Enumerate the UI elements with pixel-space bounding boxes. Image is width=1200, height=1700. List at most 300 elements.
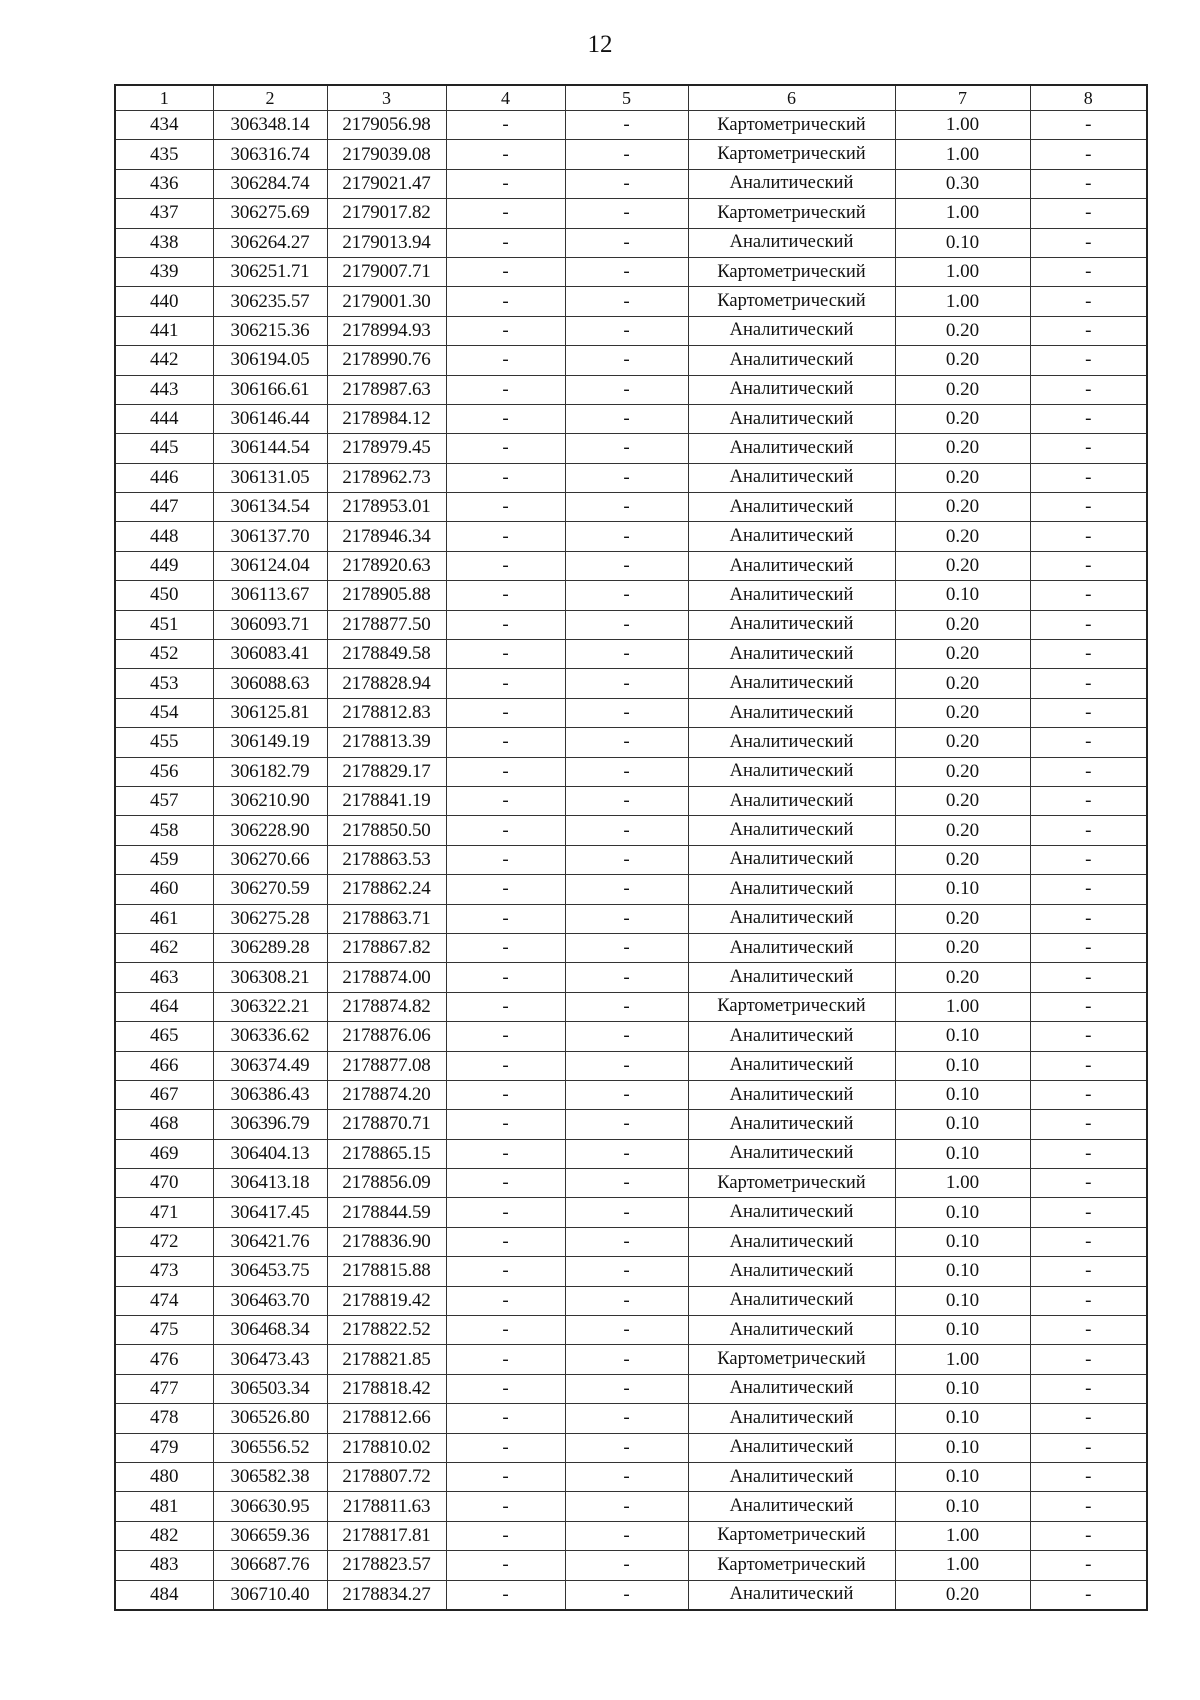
col-5-value-cell: - [565,434,688,463]
point-number-cell: 454 [115,698,213,727]
accuracy-cell: 1.00 [895,140,1030,169]
x-coordinate-cell: 306526.80 [213,1404,327,1433]
y-coordinate-cell: 2178834.27 [327,1580,446,1610]
col-8-value-cell: - [1030,757,1147,786]
accuracy-cell: 0.20 [895,698,1030,727]
col-8-value-cell: - [1030,669,1147,698]
method-cell: Аналитический [688,610,895,639]
accuracy-cell: 1.00 [895,111,1030,140]
table-header [115,85,1147,111]
col-5-value-cell: - [565,1022,688,1051]
col-5-value-cell: - [565,1198,688,1227]
table-row [115,1051,1147,1080]
table-row [115,640,1147,669]
header-cell-6: 6 [688,85,895,111]
x-coordinate-cell: 306275.69 [213,199,327,228]
table-row [115,228,1147,257]
table-row [115,1580,1147,1610]
col-5-value-cell: - [565,1257,688,1286]
col-5-value-cell: - [565,316,688,345]
accuracy-cell: 1.00 [895,287,1030,316]
col-4-value-cell: - [446,1551,565,1580]
accuracy-cell: 0.20 [895,522,1030,551]
point-number-cell: 458 [115,816,213,845]
method-cell: Аналитический [688,1286,895,1315]
x-coordinate-cell: 306473.43 [213,1345,327,1374]
table-row [115,463,1147,492]
point-number-cell: 457 [115,786,213,815]
method-cell: Картометрический [688,140,895,169]
x-coordinate-cell: 306088.63 [213,669,327,698]
method-cell: Аналитический [688,493,895,522]
point-number-cell: 451 [115,610,213,639]
table-row [115,963,1147,992]
point-number-cell: 479 [115,1433,213,1462]
point-number-cell: 481 [115,1492,213,1521]
col-8-value-cell: - [1030,581,1147,610]
col-4-value-cell: - [446,434,565,463]
col-8-value-cell: - [1030,522,1147,551]
method-cell: Аналитический [688,463,895,492]
col-5-value-cell: - [565,1492,688,1521]
point-number-cell: 470 [115,1169,213,1198]
col-8-value-cell: - [1030,375,1147,404]
accuracy-cell: 0.20 [895,551,1030,580]
method-cell: Аналитический [688,669,895,698]
point-number-cell: 460 [115,875,213,904]
col-8-value-cell: - [1030,904,1147,933]
col-8-value-cell: - [1030,1404,1147,1433]
y-coordinate-cell: 2178867.82 [327,933,446,962]
y-coordinate-cell: 2178849.58 [327,640,446,669]
col-4-value-cell: - [446,816,565,845]
table-row [115,728,1147,757]
col-4-value-cell: - [446,728,565,757]
x-coordinate-cell: 306113.67 [213,581,327,610]
col-4-value-cell: - [446,1139,565,1168]
method-cell: Аналитический [688,1433,895,1462]
col-8-value-cell: - [1030,1257,1147,1286]
x-coordinate-cell: 306149.19 [213,728,327,757]
col-4-value-cell: - [446,199,565,228]
header-cell-8: 8 [1030,85,1147,111]
accuracy-cell: 0.20 [895,640,1030,669]
table-row [115,1551,1147,1580]
col-4-value-cell: - [446,228,565,257]
method-cell: Аналитический [688,1022,895,1051]
y-coordinate-cell: 2179017.82 [327,199,446,228]
col-5-value-cell: - [565,933,688,962]
col-8-value-cell: - [1030,816,1147,845]
col-4-value-cell: - [446,875,565,904]
col-5-value-cell: - [565,463,688,492]
y-coordinate-cell: 2179056.98 [327,111,446,140]
table-row [115,1257,1147,1286]
accuracy-cell: 0.10 [895,1110,1030,1139]
accuracy-cell: 0.20 [895,904,1030,933]
x-coordinate-cell: 306453.75 [213,1257,327,1286]
col-5-value-cell: - [565,551,688,580]
x-coordinate-cell: 306463.70 [213,1286,327,1315]
point-number-cell: 473 [115,1257,213,1286]
col-4-value-cell: - [446,1492,565,1521]
point-number-cell: 444 [115,404,213,433]
table-row [115,1345,1147,1374]
col-5-value-cell: - [565,757,688,786]
col-8-value-cell: - [1030,728,1147,757]
col-4-value-cell: - [446,992,565,1021]
table-row [115,1404,1147,1433]
table-row [115,199,1147,228]
table-row [115,610,1147,639]
table-row [115,875,1147,904]
col-8-value-cell: - [1030,493,1147,522]
col-5-value-cell: - [565,816,688,845]
col-8-value-cell: - [1030,1169,1147,1198]
point-number-cell: 447 [115,493,213,522]
y-coordinate-cell: 2178822.52 [327,1316,446,1345]
y-coordinate-cell: 2179021.47 [327,169,446,198]
x-coordinate-cell: 306125.81 [213,698,327,727]
col-4-value-cell: - [446,1110,565,1139]
col-5-value-cell: - [565,1433,688,1462]
x-coordinate-cell: 306235.57 [213,287,327,316]
col-4-value-cell: - [446,845,565,874]
col-4-value-cell: - [446,257,565,286]
col-8-value-cell: - [1030,1316,1147,1345]
col-5-value-cell: - [565,669,688,698]
x-coordinate-cell: 306659.36 [213,1521,327,1550]
y-coordinate-cell: 2178953.01 [327,493,446,522]
point-number-cell: 438 [115,228,213,257]
y-coordinate-cell: 2178810.02 [327,1433,446,1462]
col-5-value-cell: - [565,1139,688,1168]
y-coordinate-cell: 2178821.85 [327,1345,446,1374]
col-8-value-cell: - [1030,1080,1147,1109]
col-8-value-cell: - [1030,698,1147,727]
col-4-value-cell: - [446,933,565,962]
table-row [115,316,1147,345]
accuracy-cell: 0.10 [895,1051,1030,1080]
col-5-value-cell: - [565,1551,688,1580]
header-cell-1: 1 [115,85,213,111]
x-coordinate-cell: 306124.04 [213,551,327,580]
table-row [115,845,1147,874]
y-coordinate-cell: 2178905.88 [327,581,446,610]
col-5-value-cell: - [565,199,688,228]
col-8-value-cell: - [1030,1551,1147,1580]
coordinates-table [114,84,1148,1611]
col-8-value-cell: - [1030,404,1147,433]
method-cell: Картометрический [688,257,895,286]
point-number-cell: 462 [115,933,213,962]
table-row [115,1022,1147,1051]
col-5-value-cell: - [565,1404,688,1433]
y-coordinate-cell: 2178946.34 [327,522,446,551]
y-coordinate-cell: 2179001.30 [327,287,446,316]
col-4-value-cell: - [446,1316,565,1345]
y-coordinate-cell: 2178836.90 [327,1227,446,1256]
col-4-value-cell: - [446,463,565,492]
y-coordinate-cell: 2178818.42 [327,1374,446,1403]
table-row [115,375,1147,404]
col-8-value-cell: - [1030,610,1147,639]
point-number-cell: 442 [115,346,213,375]
table-row [115,1110,1147,1139]
point-number-cell: 478 [115,1404,213,1433]
x-coordinate-cell: 306374.49 [213,1051,327,1080]
col-8-value-cell: - [1030,228,1147,257]
col-8-value-cell: - [1030,1433,1147,1462]
point-number-cell: 464 [115,992,213,1021]
table-row [115,434,1147,463]
y-coordinate-cell: 2178987.63 [327,375,446,404]
table-row [115,786,1147,815]
col-8-value-cell: - [1030,199,1147,228]
x-coordinate-cell: 306336.62 [213,1022,327,1051]
accuracy-cell: 0.10 [895,1316,1030,1345]
header-cell-2: 2 [213,85,327,111]
col-8-value-cell: - [1030,1492,1147,1521]
col-4-value-cell: - [446,1462,565,1491]
y-coordinate-cell: 2179039.08 [327,140,446,169]
accuracy-cell: 0.10 [895,1492,1030,1521]
method-cell: Аналитический [688,375,895,404]
point-number-cell: 467 [115,1080,213,1109]
x-coordinate-cell: 306194.05 [213,346,327,375]
accuracy-cell: 0.10 [895,1257,1030,1286]
col-5-value-cell: - [565,875,688,904]
point-number-cell: 439 [115,257,213,286]
method-cell: Картометрический [688,992,895,1021]
y-coordinate-cell: 2178863.71 [327,904,446,933]
col-8-value-cell: - [1030,287,1147,316]
col-5-value-cell: - [565,1374,688,1403]
point-number-cell: 475 [115,1316,213,1345]
col-4-value-cell: - [446,786,565,815]
col-5-value-cell: - [565,610,688,639]
method-cell: Аналитический [688,316,895,345]
accuracy-cell: 0.10 [895,1080,1030,1109]
accuracy-cell: 1.00 [895,199,1030,228]
table-row [115,346,1147,375]
method-cell: Картометрический [688,1345,895,1374]
col-4-value-cell: - [446,1374,565,1403]
accuracy-cell: 0.20 [895,933,1030,962]
y-coordinate-cell: 2178994.93 [327,316,446,345]
x-coordinate-cell: 306468.34 [213,1316,327,1345]
col-8-value-cell: - [1030,1345,1147,1374]
y-coordinate-cell: 2178850.50 [327,816,446,845]
col-4-value-cell: - [446,963,565,992]
x-coordinate-cell: 306687.76 [213,1551,327,1580]
point-number-cell: 469 [115,1139,213,1168]
col-4-value-cell: - [446,140,565,169]
x-coordinate-cell: 306083.41 [213,640,327,669]
table-row [115,522,1147,551]
x-coordinate-cell: 306270.66 [213,845,327,874]
col-8-value-cell: - [1030,316,1147,345]
col-5-value-cell: - [565,1169,688,1198]
col-5-value-cell: - [565,228,688,257]
method-cell: Картометрический [688,1169,895,1198]
point-number-cell: 474 [115,1286,213,1315]
method-cell: Аналитический [688,1404,895,1433]
method-cell: Аналитический [688,1257,895,1286]
col-5-value-cell: - [565,1080,688,1109]
table-row [115,1521,1147,1550]
y-coordinate-cell: 2178856.09 [327,1169,446,1198]
method-cell: Аналитический [688,816,895,845]
method-cell: Аналитический [688,1462,895,1491]
col-4-value-cell: - [446,904,565,933]
col-5-value-cell: - [565,111,688,140]
accuracy-cell: 0.20 [895,1580,1030,1610]
col-4-value-cell: - [446,610,565,639]
col-4-value-cell: - [446,1198,565,1227]
accuracy-cell: 0.10 [895,1198,1030,1227]
y-coordinate-cell: 2178874.20 [327,1080,446,1109]
method-cell: Аналитический [688,1080,895,1109]
point-number-cell: 463 [115,963,213,992]
col-5-value-cell: - [565,963,688,992]
x-coordinate-cell: 306182.79 [213,757,327,786]
col-5-value-cell: - [565,1227,688,1256]
col-8-value-cell: - [1030,1286,1147,1315]
table-row [115,1286,1147,1315]
page-number: 12 [587,31,613,58]
y-coordinate-cell: 2178920.63 [327,551,446,580]
point-number-cell: 452 [115,640,213,669]
table-row [115,493,1147,522]
point-number-cell: 484 [115,1580,213,1610]
x-coordinate-cell: 306421.76 [213,1227,327,1256]
col-4-value-cell: - [446,375,565,404]
table-row [115,1433,1147,1462]
point-number-cell: 434 [115,111,213,140]
table-row [115,933,1147,962]
method-cell: Картометрический [688,287,895,316]
col-5-value-cell: - [565,1316,688,1345]
point-number-cell: 468 [115,1110,213,1139]
y-coordinate-cell: 2178812.83 [327,698,446,727]
table-row [115,992,1147,1021]
x-coordinate-cell: 306228.90 [213,816,327,845]
col-5-value-cell: - [565,1051,688,1080]
method-cell: Аналитический [688,875,895,904]
point-number-cell: 465 [115,1022,213,1051]
table-row [115,1316,1147,1345]
col-4-value-cell: - [446,404,565,433]
method-cell: Аналитический [688,786,895,815]
y-coordinate-cell: 2179013.94 [327,228,446,257]
accuracy-cell: 1.00 [895,257,1030,286]
col-8-value-cell: - [1030,992,1147,1021]
point-number-cell: 466 [115,1051,213,1080]
method-cell: Картометрический [688,1551,895,1580]
col-8-value-cell: - [1030,1139,1147,1168]
point-number-cell: 471 [115,1198,213,1227]
x-coordinate-cell: 306413.18 [213,1169,327,1198]
y-coordinate-cell: 2178828.94 [327,669,446,698]
table-row [115,111,1147,140]
x-coordinate-cell: 306503.34 [213,1374,327,1403]
point-number-cell: 477 [115,1374,213,1403]
x-coordinate-cell: 306556.52 [213,1433,327,1462]
col-8-value-cell: - [1030,845,1147,874]
y-coordinate-cell: 2178874.00 [327,963,446,992]
y-coordinate-cell: 2178841.19 [327,786,446,815]
accuracy-cell: 1.00 [895,1551,1030,1580]
x-coordinate-cell: 306316.74 [213,140,327,169]
accuracy-cell: 1.00 [895,1345,1030,1374]
col-4-value-cell: - [446,493,565,522]
col-5-value-cell: - [565,1462,688,1491]
y-coordinate-cell: 2178815.88 [327,1257,446,1286]
x-coordinate-cell: 306093.71 [213,610,327,639]
table-row [115,904,1147,933]
col-8-value-cell: - [1030,463,1147,492]
col-5-value-cell: - [565,581,688,610]
point-number-cell: 435 [115,140,213,169]
col-4-value-cell: - [446,111,565,140]
method-cell: Картометрический [688,199,895,228]
method-cell: Аналитический [688,169,895,198]
col-4-value-cell: - [446,346,565,375]
col-4-value-cell: - [446,581,565,610]
table-row [115,287,1147,316]
x-coordinate-cell: 306264.27 [213,228,327,257]
y-coordinate-cell: 2178865.15 [327,1139,446,1168]
method-cell: Аналитический [688,1316,895,1345]
table-row [115,169,1147,198]
col-8-value-cell: - [1030,346,1147,375]
col-5-value-cell: - [565,493,688,522]
x-coordinate-cell: 306630.95 [213,1492,327,1521]
y-coordinate-cell: 2178877.50 [327,610,446,639]
method-cell: Аналитический [688,933,895,962]
accuracy-cell: 0.20 [895,963,1030,992]
x-coordinate-cell: 306396.79 [213,1110,327,1139]
x-coordinate-cell: 306134.54 [213,493,327,522]
col-8-value-cell: - [1030,1051,1147,1080]
col-5-value-cell: - [565,522,688,551]
col-5-value-cell: - [565,845,688,874]
col-4-value-cell: - [446,169,565,198]
y-coordinate-cell: 2178877.08 [327,1051,446,1080]
table-row [115,1374,1147,1403]
point-number-cell: 482 [115,1521,213,1550]
point-number-cell: 450 [115,581,213,610]
accuracy-cell: 1.00 [895,992,1030,1021]
x-coordinate-cell: 306289.28 [213,933,327,962]
x-coordinate-cell: 306417.45 [213,1198,327,1227]
table-row [115,404,1147,433]
table-row [115,1492,1147,1521]
accuracy-cell: 0.10 [895,1139,1030,1168]
header-cell-3: 3 [327,85,446,111]
y-coordinate-cell: 2178844.59 [327,1198,446,1227]
method-cell: Аналитический [688,434,895,463]
y-coordinate-cell: 2178811.63 [327,1492,446,1521]
accuracy-cell: 0.20 [895,786,1030,815]
table-row [115,1198,1147,1227]
col-4-value-cell: - [446,698,565,727]
x-coordinate-cell: 306131.05 [213,463,327,492]
accuracy-cell: 0.20 [895,757,1030,786]
point-number-cell: 455 [115,728,213,757]
method-cell: Аналитический [688,904,895,933]
